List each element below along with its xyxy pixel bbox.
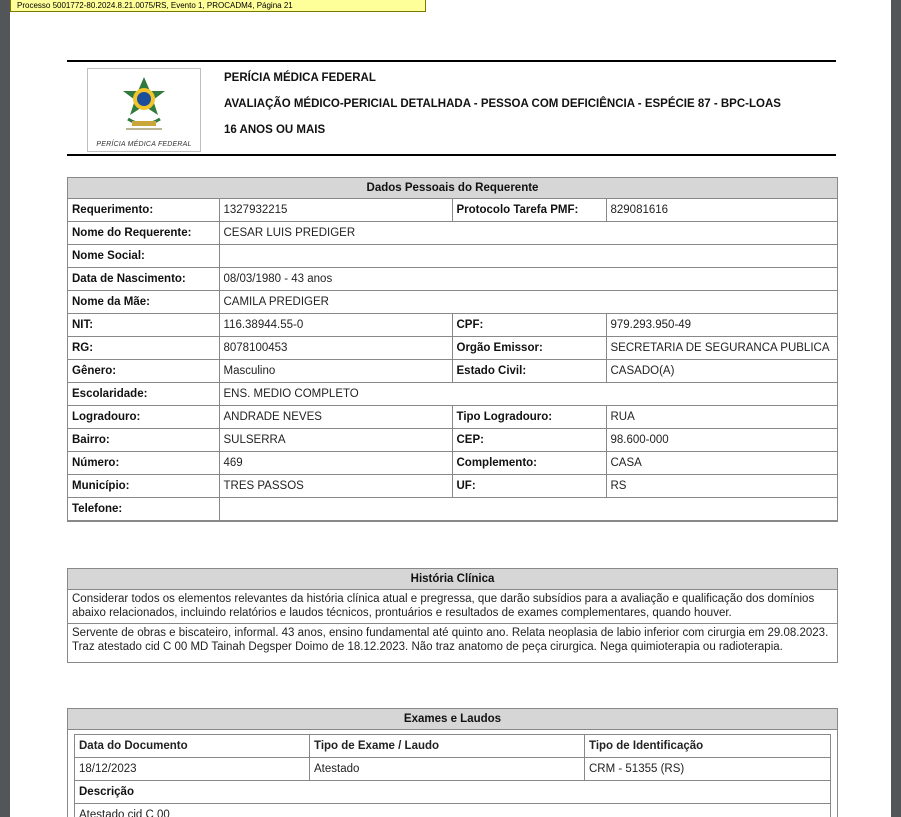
- field-value: 116.38944.55-0: [219, 314, 452, 337]
- exames-table: [74, 734, 831, 817]
- dados-table: [68, 199, 837, 521]
- descricao-label: Descrição: [75, 781, 831, 804]
- field-label: Data de Nascimento:: [68, 268, 219, 291]
- field-label: Escolaridade:: [68, 383, 219, 406]
- field-label: Nome da Mãe:: [68, 291, 219, 314]
- field-value: RS: [606, 475, 837, 498]
- field-value: 8078100453: [219, 337, 452, 360]
- cell-identificacao: CRM - 51355 (RS): [585, 758, 831, 781]
- logo: [87, 68, 201, 152]
- process-stamp: Processo 5001772-80.2024.8.21.0075/RS, Evento 1, PROCADM4, Página 21: [10, 0, 426, 12]
- field-value: CASA: [606, 452, 837, 475]
- field-value: TRES PASSOS: [219, 475, 452, 498]
- table-row: [68, 268, 837, 291]
- field-label: Nome do Requerente:: [68, 222, 219, 245]
- field-label: Gênero:: [68, 360, 219, 383]
- table-row: [68, 360, 837, 383]
- field-value: 98.600-000: [606, 429, 837, 452]
- table-row: [68, 245, 837, 268]
- col-header-identificacao: Tipo de Identificação: [585, 735, 831, 758]
- col-header-data: Data do Documento: [75, 735, 310, 758]
- viewer-left-edge: [0, 0, 10, 817]
- field-value: [219, 245, 837, 268]
- table-row: [68, 314, 837, 337]
- field-label: Protocolo Tarefa PMF:: [452, 199, 606, 222]
- field-label: Orgão Emissor:: [452, 337, 606, 360]
- field-label: Tipo Logradouro:: [452, 406, 606, 429]
- field-value: CASADO(A): [606, 360, 837, 383]
- field-label: Município:: [68, 475, 219, 498]
- exames-section: [67, 708, 838, 817]
- field-value: 979.293.950-49: [606, 314, 837, 337]
- table-row: [75, 804, 831, 817]
- field-label: Bairro:: [68, 429, 219, 452]
- table-row: [68, 199, 837, 222]
- table-row: [68, 429, 837, 452]
- field-value: ANDRADE NEVES: [219, 406, 452, 429]
- field-value: CESAR LUIS PREDIGER: [219, 222, 837, 245]
- table-row: [75, 758, 831, 781]
- table-row: [68, 406, 837, 429]
- field-value: Masculino: [219, 360, 452, 383]
- table-row: [68, 475, 837, 498]
- field-value: [219, 498, 837, 521]
- dados-pessoais-section: [67, 177, 838, 522]
- section-title: Exames e Laudos: [68, 709, 837, 730]
- field-value: RUA: [606, 406, 837, 429]
- section-title: Dados Pessoais do Requerente: [68, 178, 837, 199]
- document-page: [10, 0, 891, 817]
- historia-clinica-section: [67, 568, 838, 663]
- table-row: [68, 452, 837, 475]
- field-label: Número:: [68, 452, 219, 475]
- section-title: História Clínica: [68, 569, 837, 590]
- table-row: [68, 337, 837, 360]
- descricao-text: Atestado cid C 00: [75, 804, 831, 817]
- logo-caption: PERÍCIA MÉDICA FEDERAL: [96, 141, 192, 148]
- table-row: [68, 383, 837, 406]
- field-label: NIT:: [68, 314, 219, 337]
- field-label: Estado Civil:: [452, 360, 606, 383]
- field-value: 1327932215: [219, 199, 452, 222]
- field-label: Requerimento:: [68, 199, 219, 222]
- header-form-title: AVALIAÇÃO MÉDICO-PERICIAL DETALHADA - PESSOA COM DEFICIÊNCIA - ESPÉCIE 87 - BPC-LOAS: [224, 98, 781, 110]
- field-label: Telefone:: [68, 498, 219, 521]
- table-row: [68, 291, 837, 314]
- viewer-right-edge: [891, 0, 901, 817]
- col-header-tipo: Tipo de Exame / Laudo: [310, 735, 585, 758]
- table-row: [75, 781, 831, 804]
- field-value: 829081616: [606, 199, 837, 222]
- coat-of-arms-icon: [88, 69, 200, 139]
- field-label: Nome Social:: [68, 245, 219, 268]
- table-row: [68, 498, 837, 521]
- historia-instruction: Considerar todos os elementos relevantes da história clínica atual e pregressa, que darão subsídios para a avaliação e qualificação dos domínios abaixo relacionados, incluindo relatórios e laudos técnicos, prontuários e resultados de exames complementares, quando houver.: [68, 590, 837, 624]
- field-label: UF:: [452, 475, 606, 498]
- field-value: 08/03/1980 - 43 anos: [219, 268, 837, 291]
- historia-text: Servente de obras e biscateiro, informal. 43 anos, ensino fundamental até quinto ano. Relata neoplasia de labio inferior com cirurgia em 29.08.2023. Traz atestado cid C 00 MD Tainah Degsper Doimo de 18.12.2023. Não traz anatomo de peça cirurgica. Nega quimioterapia ou radioterapia.: [72, 627, 829, 653]
- cell-tipo: Atestado: [310, 758, 585, 781]
- header-age-group: 16 ANOS OU MAIS: [224, 124, 326, 136]
- document-header: [67, 60, 836, 156]
- cell-data: 18/12/2023: [75, 758, 310, 781]
- field-value: ENS. MEDIO COMPLETO: [219, 383, 837, 406]
- field-value: SECRETARIA DE SEGURANCA PUBLICA: [606, 337, 837, 360]
- field-value: SULSERRA: [219, 429, 452, 452]
- field-label: Complemento:: [452, 452, 606, 475]
- field-label: Logradouro:: [68, 406, 219, 429]
- field-value: 469: [219, 452, 452, 475]
- header-org: PERÍCIA MÉDICA FEDERAL: [224, 72, 376, 84]
- table-row: [68, 222, 837, 245]
- table-row: [75, 735, 831, 758]
- field-label: RG:: [68, 337, 219, 360]
- field-label: CPF:: [452, 314, 606, 337]
- field-value: CAMILA PREDIGER: [219, 291, 837, 314]
- field-label: CEP:: [452, 429, 606, 452]
